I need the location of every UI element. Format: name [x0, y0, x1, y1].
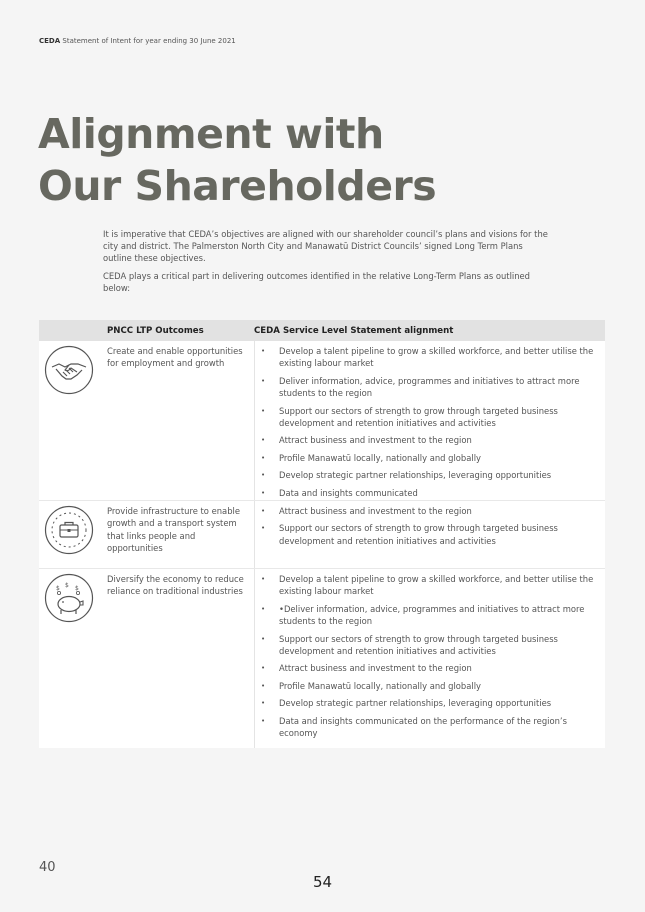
document-page-number: 54 [313, 873, 333, 891]
header-subtitle: Statement of Intent for year ending 30 June 2021 [62, 37, 236, 45]
list-item: • Support our sectors of strength to grow through targeted business development and retention initiatives and activities [259, 405, 599, 430]
list-item: • Profile Manawatū locally, nationally and globally [259, 452, 599, 464]
intro-paragraph-2: CEDA plays a critical part in delivering outcomes identified in the relative Long-Term Plans as outlined below: [103, 271, 530, 293]
col-header-outcomes: PNCC LTP Outcomes [107, 325, 204, 336]
svg-text:$: $ [65, 582, 69, 589]
table-header [39, 320, 605, 341]
icon-cell [39, 569, 107, 748]
col-header-alignment: CEDA Service Level Statement alignment [254, 325, 454, 336]
list-item: • Develop strategic partner relationships, leveraging opportunities [259, 697, 599, 709]
page-title [38, 108, 436, 212]
svg-text:$: $ [75, 585, 79, 592]
outcome-text: Provide infrastructure to enable growth and a transport system that links people and opportunities [107, 506, 240, 554]
alignment-table [39, 320, 605, 748]
handshake-icon [44, 345, 94, 395]
title-line-2: Our Shareholders [38, 162, 437, 210]
icon-cell [39, 341, 107, 500]
alignment-list [259, 573, 599, 739]
list-item: • Develop strategic partner relationships, leveraging opportunities [259, 469, 599, 481]
list-item: • Data and insights communicated [259, 487, 599, 499]
title-line-1: Alignment with [38, 110, 384, 158]
alignment-list [259, 505, 599, 547]
alignment-cell [254, 501, 605, 568]
list-item: • •Deliver information, advice, programmes and initiatives to attract more students to the region [259, 603, 599, 628]
alignment-cell [254, 569, 605, 748]
table-row [39, 569, 605, 748]
list-item: • Develop a talent pipeline to grow a skilled workforce, and better utilise the existing labour market [259, 345, 599, 370]
svg-text:$: $ [56, 585, 60, 592]
outcome-text: Create and enable opportunities for employment and growth [107, 346, 243, 369]
alignment-cell [254, 341, 605, 500]
list-item: • Attract business and investment to the region [259, 662, 599, 674]
list-item: • Profile Manawatū locally, nationally and globally [259, 680, 599, 692]
intro-text [103, 228, 548, 300]
list-item: • Support our sectors of strength to grow through targeted business development and retention initiatives and activities [259, 522, 599, 547]
list-item: • Develop a talent pipeline to grow a skilled workforce, and better utilise the existing labour market [259, 573, 599, 598]
page-number: 40 [39, 860, 56, 875]
icon-cell [39, 501, 107, 568]
alignment-list [259, 345, 599, 499]
header-brand: CEDA [39, 37, 61, 45]
list-item: • Data and insights communicated on the performance of the region’s economy [259, 715, 599, 740]
list-item: • Deliver information, advice, programmes and initiatives to attract more students to the region [259, 375, 599, 400]
list-item: • Attract business and investment to the region [259, 505, 599, 517]
list-item: • Support our sectors of strength to grow through targeted business development and retention initiatives and activities [259, 633, 599, 658]
piggy-bank-icon [44, 573, 94, 623]
outcome-text: Diversify the economy to reduce reliance on traditional industries [107, 574, 244, 597]
list-item: • Attract business and investment to the region [259, 434, 599, 446]
briefcase-icon [44, 505, 94, 555]
running-header [39, 37, 236, 45]
table-row [39, 501, 605, 569]
table-row [39, 341, 605, 501]
intro-paragraph-1: It is imperative that CEDA’s objectives are aligned with our shareholder council’s plans and visions for the city and district. The Palmerston North City and Manawatū District Councils’ signed Long Term Plans outline these objectives. [103, 229, 548, 263]
